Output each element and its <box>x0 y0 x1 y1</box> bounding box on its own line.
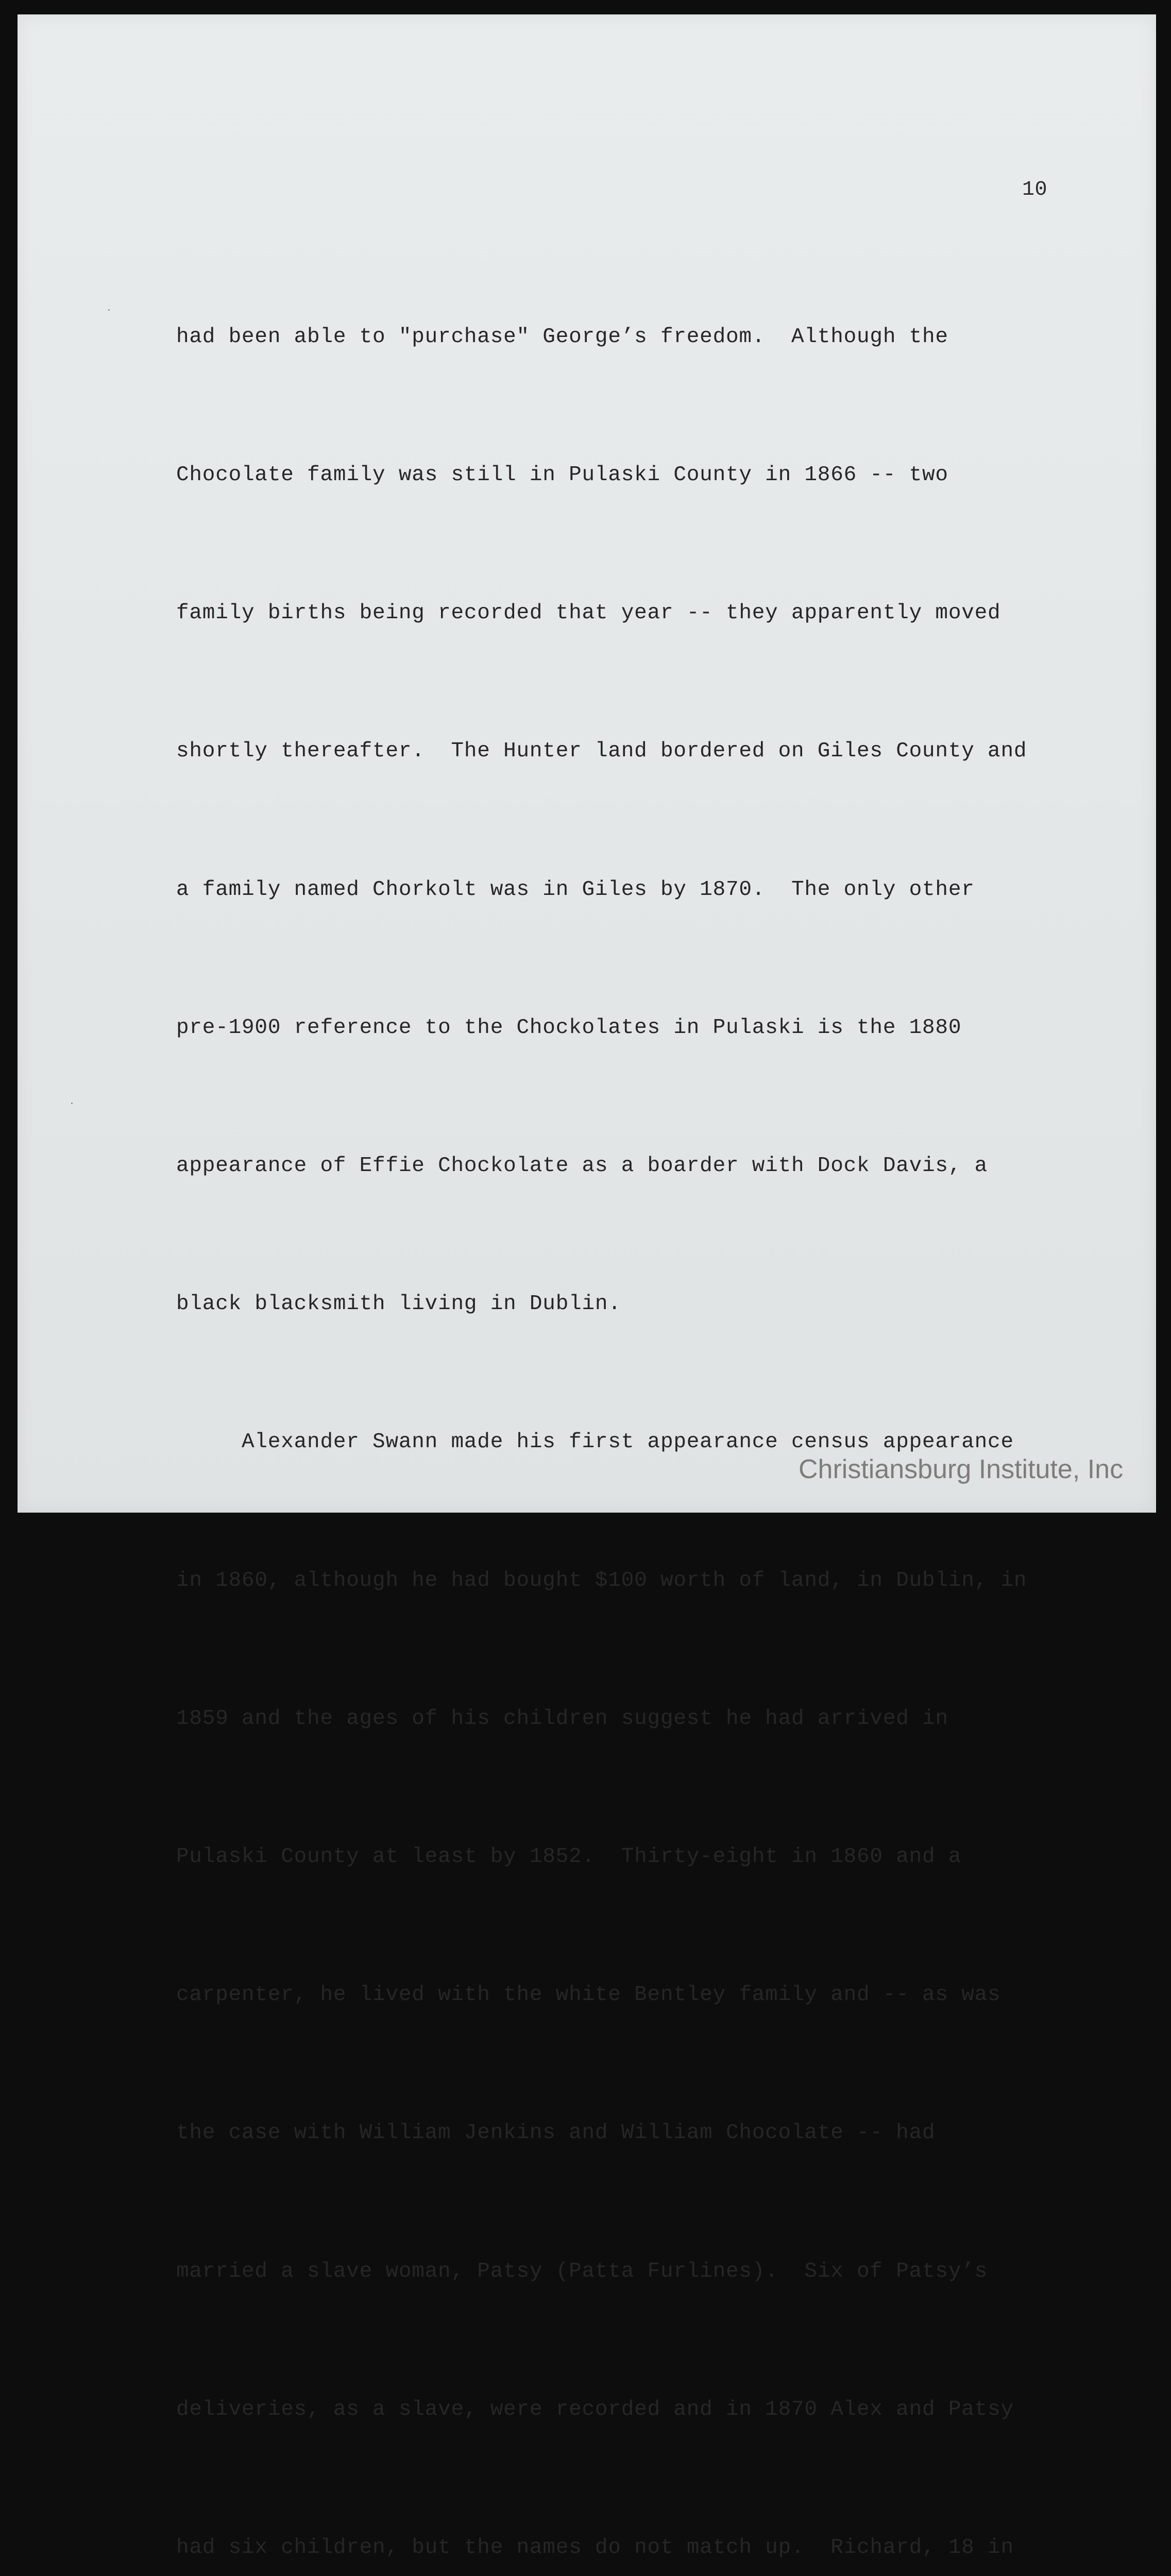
text-line: shortly thereafter. The Hunter land bordered on Giles County and <box>176 739 1027 764</box>
paper-speck <box>71 1103 73 1104</box>
text-line: family births being recorded that year -- they apparently moved <box>176 601 1001 625</box>
text-line: carpenter, he lived with the white Bentley family and -- as was <box>176 1983 1001 2007</box>
text-line: appearance of Effie Chockolate as a boarder with Dock Davis, a <box>176 1154 988 1178</box>
watermark: Christiansburg Institute, Inc <box>799 1454 1124 1484</box>
text-line: the case with William Jenkins and William Chocolate -- had <box>176 2121 936 2145</box>
text-line: pre-1900 reference to the Chockolates in Pulaski is the 1880 <box>176 1015 962 1040</box>
text-line: Chocolate family was still in Pulaski County in 1866 -- two <box>176 463 948 487</box>
text-line: had six children, but the names do not match up. Richard, 18 in <box>176 2536 1014 2560</box>
text-line: 1859 and the ages of his children suggest he had arrived in <box>176 1706 948 1731</box>
text-line: in 1860, although he had bought $100 worth of land, in Dublin, in <box>176 1568 1027 1592</box>
text-line: black blacksmith living in Dublin. <box>176 1292 621 1316</box>
document-page <box>18 14 1156 2560</box>
text-line: deliveries, as a slave, were recorded and in 1870 Alex and Patsy <box>176 2397 1014 2421</box>
paper-speck <box>108 309 110 311</box>
text-line: a family named Chorkolt was in Giles by 1870. The only other <box>176 877 975 902</box>
body-text <box>176 222 1073 2576</box>
text-line: married a slave woman, Patsy (Patta Furlines). Six of Patsy’s <box>176 2259 988 2283</box>
text-line: had been able to "purchase" George’s freedom. Although the <box>176 325 948 349</box>
text-line: Alexander Swann made his first appearance census appearance <box>176 1430 1014 1454</box>
page-number: 10 <box>1022 178 1048 201</box>
text-line: Pulaski County at least by 1852. Thirty-eight in 1860 and a <box>176 1845 962 1869</box>
